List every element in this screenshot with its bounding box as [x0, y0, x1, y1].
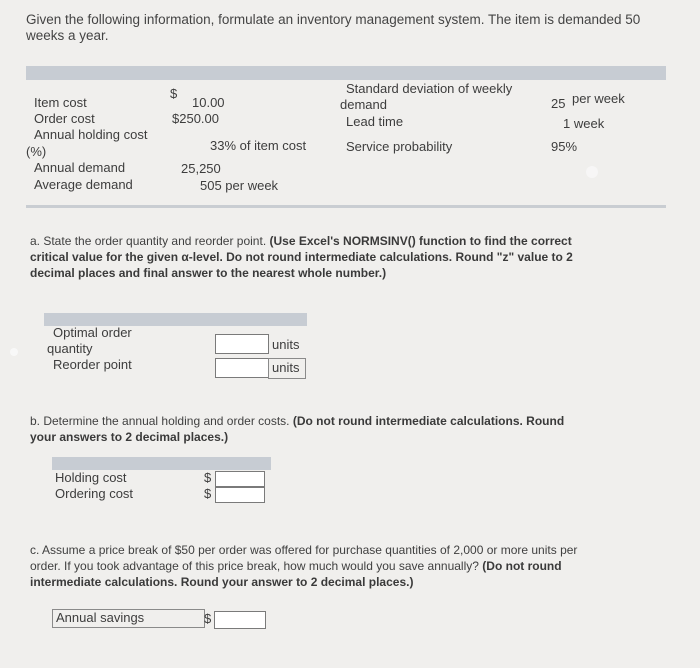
part-b-instructions: (Do not round intermediate calculations. Round your answers to 2 decimal places.)	[30, 414, 565, 444]
order-cost-value: $250.00	[172, 111, 219, 126]
holding-cost-row-label: Holding cost	[55, 470, 127, 485]
savings-dollar: $	[204, 611, 212, 626]
ordering-cost-row-label: Ordering cost	[55, 486, 134, 501]
part-c-question	[30, 542, 585, 590]
std-dev-label-2: demand	[340, 97, 387, 112]
lead-time-label: Lead time	[346, 114, 404, 129]
glare-spot-left	[10, 348, 18, 356]
part-b-question	[30, 413, 590, 445]
service-prob-value: 95%	[551, 139, 578, 154]
holding-dollar: $	[204, 470, 212, 485]
std-dev-value: 25	[551, 96, 566, 111]
service-prob-label: Service probability	[346, 139, 453, 154]
holding-cost-value: 33% of item cost	[210, 138, 307, 153]
eoq-label: Optimal order	[53, 325, 132, 340]
part-b-lead: b. Determine the annual holding and order costs.	[30, 414, 293, 428]
annual-savings-input[interactable]	[214, 611, 266, 629]
rop-unit: units	[272, 360, 300, 375]
item-cost-label: Item cost	[34, 95, 87, 110]
part-b-answer-header	[52, 457, 271, 470]
item-cost-value: 10.00	[192, 95, 225, 110]
savings-label: Annual savings	[56, 610, 145, 625]
annual-demand-value: 25,250	[181, 161, 221, 176]
part-c-lead: c. Assume a price break of $50 per order was offered for purchase quantities of 2,000 or more units per order. If you took advantage of this price break, how much would you save annually?	[30, 543, 578, 573]
ordering-cost-input[interactable]	[215, 487, 265, 503]
ordering-dollar: $	[204, 486, 212, 501]
average-demand-label: Average demand	[34, 177, 133, 192]
std-dev-unit: per week	[572, 91, 625, 106]
table-bottom-rule	[26, 205, 666, 208]
holding-cost-label: Annual holding cost	[34, 127, 148, 142]
rop-input[interactable]	[215, 358, 269, 378]
rop-unit-border	[268, 358, 306, 379]
item-cost-dollar: $	[170, 86, 178, 101]
average-demand-value: 505 per week	[200, 178, 279, 193]
problem-intro: Given the following information, formulate an inventory management system. The item is demanded 50 weeks a year.	[26, 12, 641, 43]
lead-time-value: 1 week	[563, 116, 605, 131]
part-a-instructions: (Use Excel's NORMSINV() function to find the correct critical value for the given α-level. Do not round intermediate calculations. Round "z" value to 2 decimal places and final answer to the nearest whole number.)	[30, 234, 573, 280]
table-header-bar	[26, 66, 666, 80]
std-dev-label: Standard deviation of weekly	[346, 81, 513, 96]
holding-cost-label-pct: (%)	[26, 144, 47, 159]
eoq-input[interactable]	[215, 334, 269, 354]
glare-spot	[586, 166, 598, 178]
part-a-question	[30, 233, 590, 281]
rop-label: Reorder point	[53, 357, 132, 372]
part-a-lead: a. State the order quantity and reorder point.	[30, 234, 270, 248]
annual-demand-label: Annual demand	[34, 160, 126, 175]
eoq-label-2: quantity	[47, 341, 93, 356]
part-c-instructions: (Do not round intermediate calculations. Round your answer to 2 decimal places.)	[30, 559, 562, 589]
holding-cost-input[interactable]	[215, 471, 265, 487]
eoq-unit: units	[272, 337, 300, 352]
order-cost-label: Order cost	[34, 111, 95, 126]
